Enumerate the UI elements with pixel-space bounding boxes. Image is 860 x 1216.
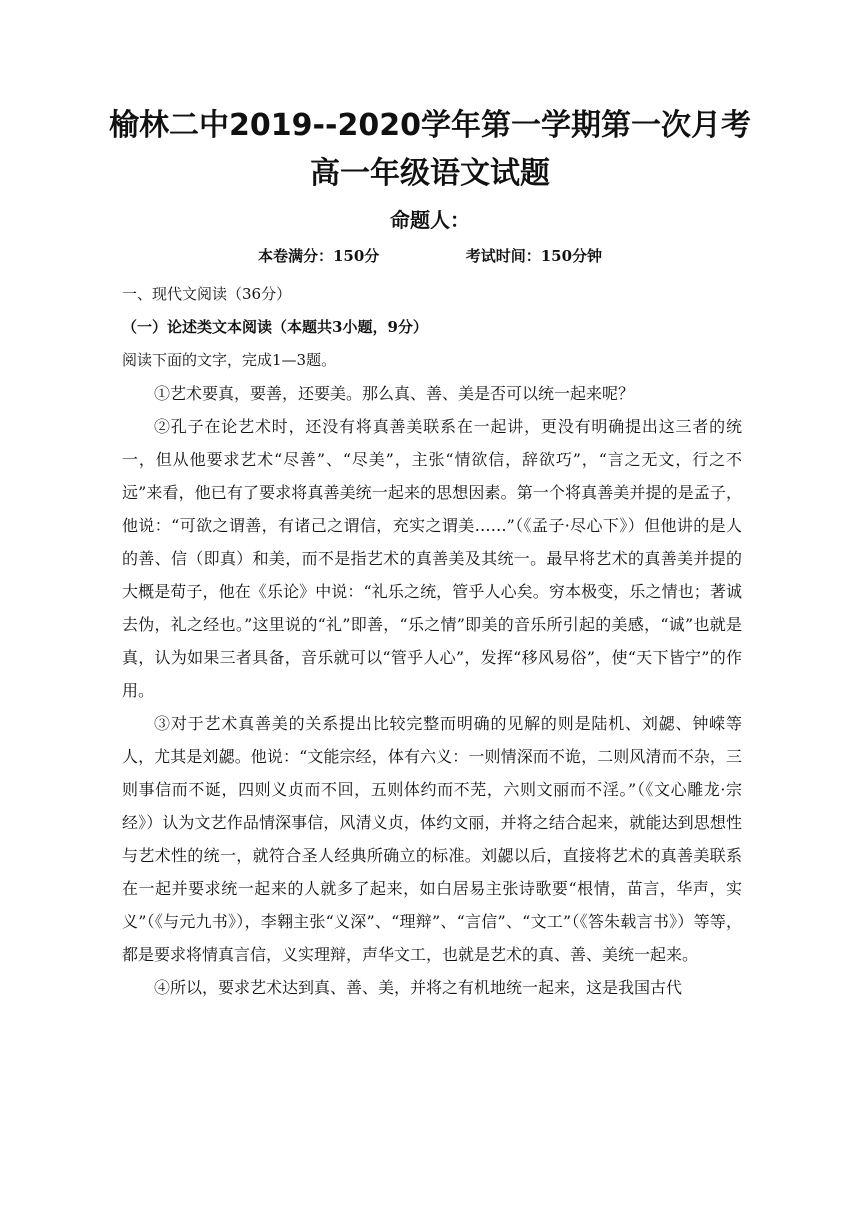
subsection-heading: （一）论述类文本阅读（本题共3小题，9分）: [122, 318, 428, 336]
exam-title-line1: 榆林二中2019--2020学年第一学期第一次月考: [109, 108, 751, 143]
exam-body: [122, 278, 742, 1004]
section-heading: 一、现代文阅读（36分）: [122, 285, 292, 303]
paragraph-2: ②孔子在论艺术时，还没有将真善美联系在一起讲，更没有明确提出这三者的统一，但从他要求艺术“尽善”、“尽美”，主张“情欲信，辞欲巧”，“言之无文，行之不远”来看，他已有了要求将真善美统一起来的思想因素。第一个将真善美并提的是孟子，他说：“可欲之谓善，有诸己之谓信，充实之谓美……”（《孟子·尽心下》）但他讲的是人的善、信（即真）和美，而不是指艺术的真善美及其统一。最早将艺术的真善美并提的大概是荀子，他在《乐论》中说：“礼乐之统，管乎人心矣。穷本极变，乐之情也；著诚去伪，礼之经也。”这里说的“礼”即善，“乐之情”即美的音乐所引起的美感，“诚”也就是真，认为如果三者具备，音乐就可以“管乎人心”，发挥“移风易俗”，使“天下皆宁”的作用。: [122, 417, 742, 700]
exam-meta: [0, 243, 860, 269]
exam-title-line2: 高一年级语文试题: [310, 156, 550, 191]
author-label: 命题人：: [390, 208, 470, 232]
paragraph-4: ④所以，要求艺术达到真、善、美，并将之有机地统一起来，这是我国古代: [154, 978, 683, 997]
paragraph-3: ③对于艺术真善美的关系提出比较完整而明确的见解的则是陆机、刘勰、钟嵘等人，尤其是刘勰。他说：“文能宗经，体有六义：一则情深而不诡，二则风清而不杂，三则事信而不诞，四则义贞而不回，五则体约而不芜，六则文丽而不淫。”（《文心雕龙·宗经》）认为文艺作品情深事信，风清义贞，体约文丽，并将之结合起来，就能达到思想性与艺术性的统一，就符合圣人经典所确立的标准。刘勰以后，直接将艺术的真善美联系在一起并要求统一起来的人就多了起来，如白居易主张诗歌要“根情，苗言，华声，实义”（《与元九书》），李翱主张“义深”、“理辩”、“言信”、“文工”（《答朱载言书》）等等，都是要求将情真言信，义实理辩，声华文工，也就是艺术的真、善、美统一起来。: [122, 714, 742, 964]
paragraph-1: ①艺术要真，要善，还要美。那么真、善、美是否可以统一起来呢？: [154, 384, 635, 403]
reading-instruction: 阅读下面的文字，完成1—3题。: [122, 351, 337, 369]
full-score: 本卷满分：150分: [257, 247, 380, 265]
exam-time: 考试时间：150分钟: [465, 247, 603, 265]
